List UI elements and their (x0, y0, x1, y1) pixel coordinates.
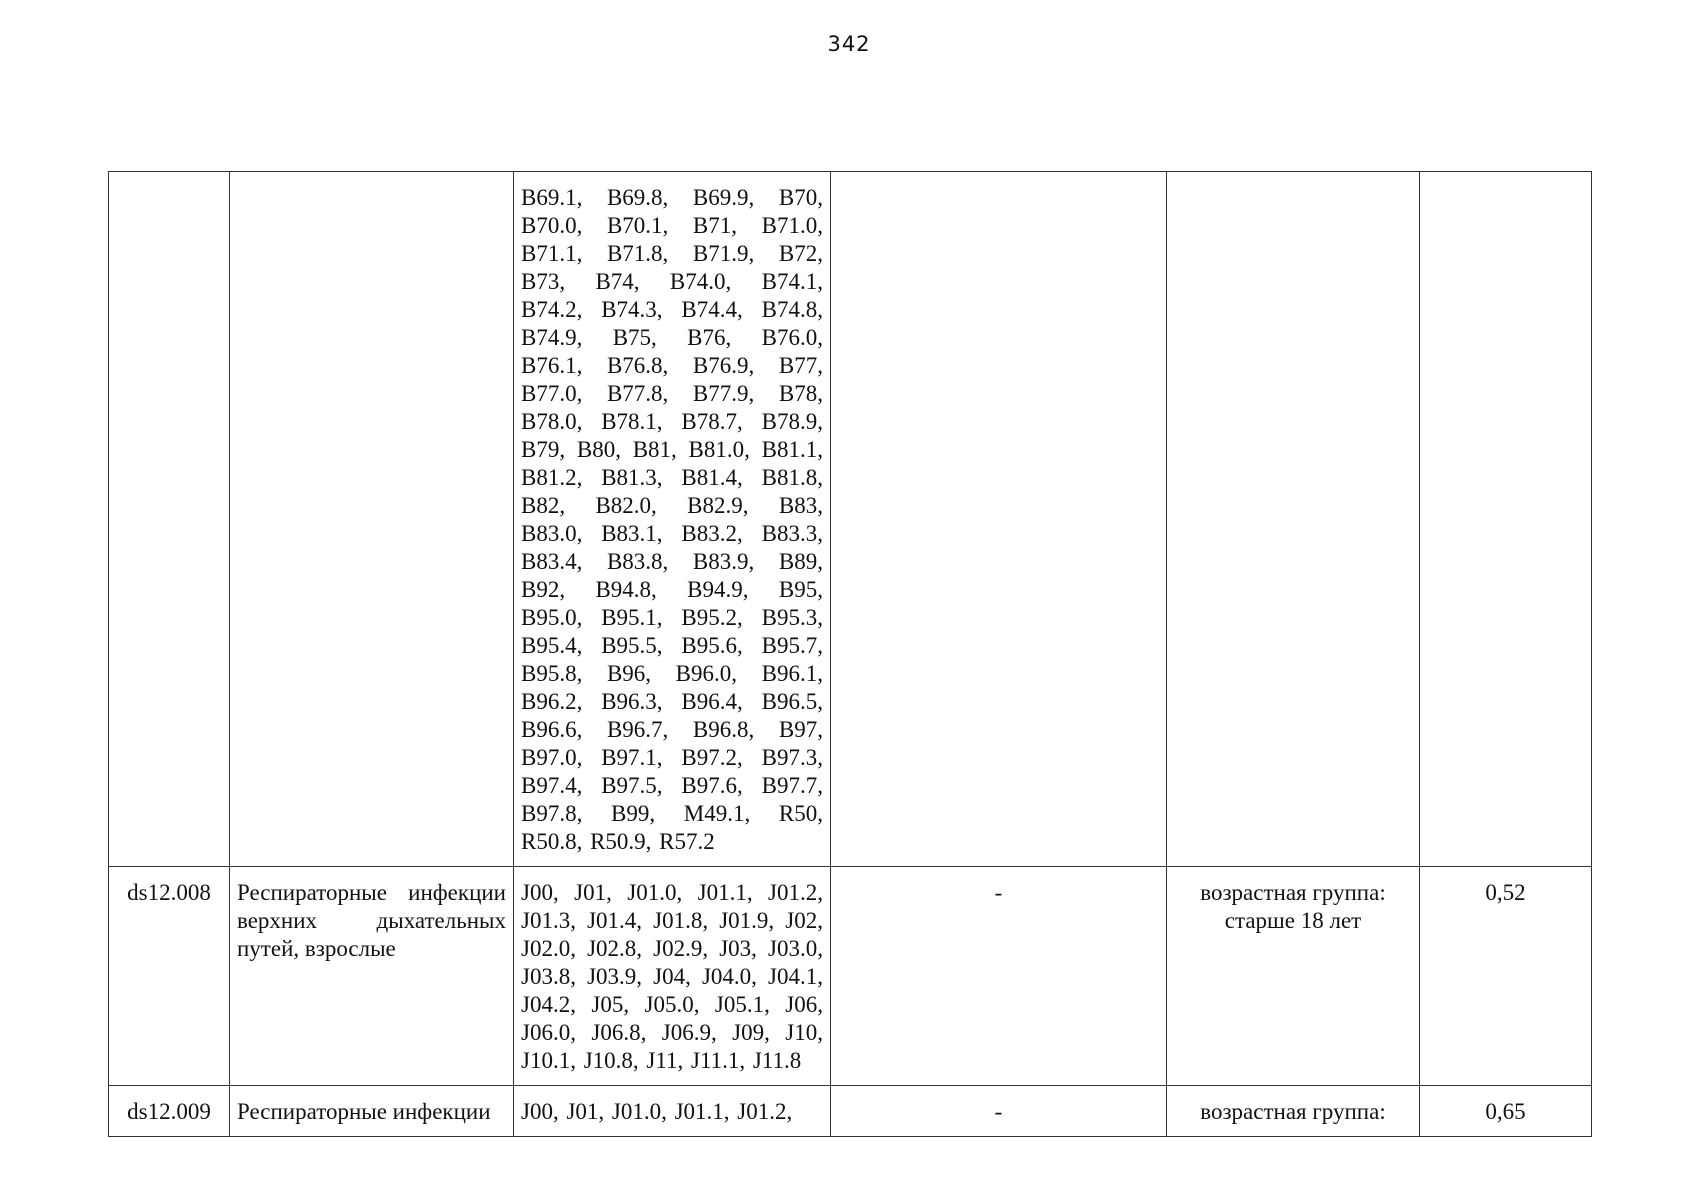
cell-code (109, 172, 230, 867)
mkb-code-line: B73, B74, B74.0, B74.1, (521, 269, 823, 294)
mkb-code-line: B97.8, B99, M49.1, R50, (521, 801, 823, 826)
cell-coefficient (1420, 172, 1592, 867)
mkb-code-line: B95.8, B96, B96.0, B96.1, (521, 661, 823, 686)
mkb-code-line: B96.2, B96.3, B96.4, B96.5, (521, 689, 823, 714)
cell-other-criteria: возрастная группа: старше 18 лет (1167, 867, 1420, 1086)
cell-mkb-codes (514, 172, 831, 867)
mkb-code-line: J02.0, J02.8, J02.9, J03, J03.0, (521, 936, 823, 961)
mkb-code-line: B77.0, B77.8, B77.9, B78, (521, 381, 823, 406)
mkb-code-line: B97.4, B97.5, B97.6, B97.7, (521, 773, 823, 798)
mkb-code-line: B97.0, B97.1, B97.2, B97.3, (521, 745, 823, 770)
mkb-code-line: B82, B82.0, B82.9, B83, (521, 493, 823, 518)
cell-name: Респираторные инфекции (230, 1086, 514, 1137)
cell-service: - (831, 1086, 1167, 1137)
mkb-code-line: B83.0, B83.1, B83.2, B83.3, (521, 521, 823, 546)
cell-coefficient: 0,52 (1420, 867, 1592, 1086)
mkb-code-line: B83.4, B83.8, B83.9, B89, (521, 549, 823, 574)
mkb-code-line: J00, J01, J01.0, J01.1, J01.2, (521, 880, 823, 905)
tariff-table (108, 171, 1592, 1137)
cell-other-criteria (1167, 172, 1420, 867)
mkb-code-line: J06.0, J06.8, J06.9, J09, J10, (521, 1020, 823, 1045)
mkb-code-line: B96.6, B96.7, B96.8, B97, (521, 717, 823, 742)
cell-service (831, 172, 1167, 867)
table-row (109, 867, 1592, 1086)
cell-service: - (831, 867, 1167, 1086)
table-row (109, 1086, 1592, 1137)
mkb-code-line: B95.4, B95.5, B95.6, B95.7, (521, 633, 823, 658)
table-row (109, 172, 1592, 867)
mkb-code-line: B74.2, B74.3, B74.4, B74.8, (521, 297, 823, 322)
mkb-code-line: J00, J01, J01.0, J01.1, J01.2, (521, 1099, 793, 1124)
mkb-code-line: J03.8, J03.9, J04, J04.0, J04.1, (521, 964, 823, 989)
mkb-code-line: B70.0, B70.1, B71, B71.0, (521, 213, 823, 238)
mkb-code-line: B79, B80, B81, B81.0, B81.1, (521, 437, 823, 462)
mkb-code-line: B81.2, B81.3, B81.4, B81.8, (521, 465, 823, 490)
cell-coefficient: 0,65 (1420, 1086, 1592, 1137)
mkb-code-line: J01.3, J01.4, J01.8, J01.9, J02, (521, 908, 823, 933)
cell-name: Респираторные инфекции верхних дыхательных путей, взрослые (230, 867, 514, 1086)
mkb-code-line: J04.2, J05, J05.0, J05.1, J06, (521, 992, 823, 1017)
cell-name (230, 172, 514, 867)
mkb-code-line: B69.1, B69.8, B69.9, B70, (521, 185, 823, 210)
table-body (109, 172, 1592, 1137)
page-number: 342 (827, 32, 871, 56)
cell-code: ds12.009 (109, 1086, 230, 1137)
mkb-code-line: B71.1, B71.8, B71.9, B72, (521, 241, 823, 266)
cell-mkb-codes (514, 867, 831, 1086)
mkb-code-line: R50.8, R50.9, R57.2 (521, 829, 715, 854)
mkb-code-line: B74.9, B75, B76, B76.0, (521, 325, 823, 350)
cell-mkb-codes (514, 1086, 831, 1137)
mkb-code-line: B95.0, B95.1, B95.2, B95.3, (521, 605, 823, 630)
mkb-code-line: B92, B94.8, B94.9, B95, (521, 577, 823, 602)
mkb-code-line: B76.1, B76.8, B76.9, B77, (521, 353, 823, 378)
mkb-code-line: B78.0, B78.1, B78.7, B78.9, (521, 409, 823, 434)
cell-code: ds12.008 (109, 867, 230, 1086)
cell-other-criteria: возрастная группа: (1167, 1086, 1420, 1137)
mkb-code-line: J10.1, J10.8, J11, J11.1, J11.8 (521, 1048, 802, 1073)
